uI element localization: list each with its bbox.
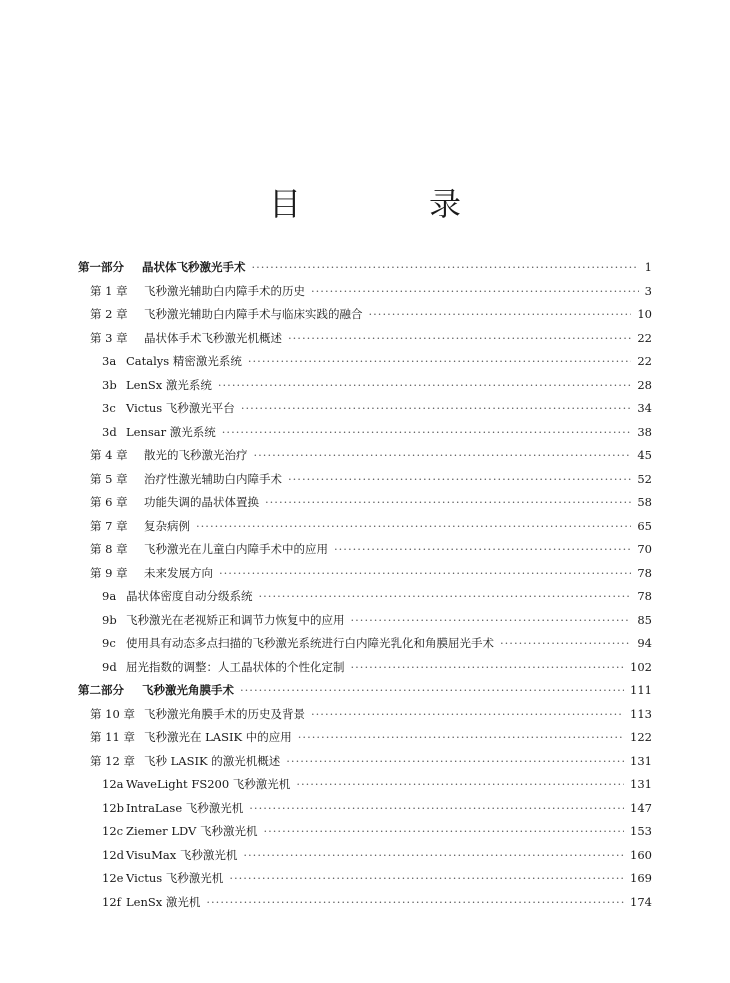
toc-chapter-entry[interactable]: [78, 303, 652, 327]
entry-title: 飞秒激光在 LASIK 中的应用: [144, 730, 292, 744]
entry-title: 晶状体手术飞秒激光机概述: [144, 330, 282, 345]
dot-leader: [369, 303, 632, 327]
entry-page-number: 78: [637, 565, 652, 580]
entry-page-number: 10: [637, 307, 652, 321]
entry-page-number: 3: [644, 283, 652, 298]
entry-page-number: 28: [637, 377, 652, 392]
entry-number: 第 12 章: [90, 753, 135, 768]
entry-page-number: 131: [630, 777, 652, 791]
entry-page-number: 78: [637, 589, 652, 603]
entry-title: 飞秒激光在老视矫正和调节力恢复中的应用: [126, 612, 345, 627]
dot-leader: [241, 397, 632, 421]
entry-number: 9a: [102, 589, 117, 603]
entry-title: 未来发展方向: [144, 565, 213, 580]
entry-number: 12c: [102, 824, 124, 838]
entry-number: 第 9 章: [90, 565, 128, 580]
dot-leader: [259, 585, 632, 609]
toc-section-entry[interactable]: [78, 797, 652, 821]
entry-title: 飞秒激光辅助白内障手术的历史: [144, 283, 305, 298]
entry-page-number: 1: [644, 260, 652, 274]
entry-page-number: 85: [637, 612, 652, 627]
entry-title: 治疗性激光辅助白内障手术: [144, 471, 282, 486]
entry-title: 飞秒激光角膜手术的历史及背景: [144, 706, 305, 721]
entry-title: Victus 飞秒激光平台: [126, 401, 235, 415]
entry-number: 12e: [102, 871, 124, 885]
table-of-contents: [78, 256, 652, 914]
entry-title: 晶状体密度自动分级系统: [126, 589, 253, 603]
dot-leader: [240, 679, 624, 703]
dot-leader: [263, 820, 624, 844]
entry-page-number: 153: [630, 824, 652, 838]
entry-title: 功能失调的晶状体置换: [144, 495, 259, 509]
entry-page-number: 58: [637, 495, 652, 509]
entry-title: 飞秒激光角膜手术: [142, 683, 234, 697]
entry-title: LenSx 激光机: [126, 894, 201, 909]
entry-page-number: 38: [637, 424, 652, 439]
entry-number: 3a: [102, 354, 117, 368]
dot-leader: [196, 515, 631, 539]
entry-number: 12a: [102, 777, 124, 791]
entry-page-number: 45: [637, 448, 652, 462]
entry-number: 3d: [102, 424, 117, 439]
entry-title: 飞秒 LASIK 的激光机概述: [144, 753, 281, 768]
entry-number: 第 6 章: [90, 495, 128, 509]
toc-chapter-entry[interactable]: [78, 491, 652, 515]
entry-number: 第一部分: [78, 260, 124, 274]
toc-section-entry[interactable]: [78, 374, 652, 398]
entry-number: 第 1 章: [90, 283, 128, 298]
dot-leader: [265, 491, 631, 515]
entry-title: 飞秒激光辅助白内障手术与临床实践的融合: [144, 307, 363, 321]
toc-chapter-entry[interactable]: [78, 703, 652, 727]
dot-leader: [206, 891, 624, 915]
entry-title: Victus 飞秒激光机: [126, 871, 224, 885]
toc-section-entry[interactable]: [78, 609, 652, 633]
entry-page-number: 122: [630, 730, 652, 744]
entry-number: 第 5 章: [90, 471, 128, 486]
toc-chapter-entry[interactable]: [78, 515, 652, 539]
dot-leader: [248, 350, 631, 374]
dot-leader: [296, 773, 624, 797]
entry-title: 使用具有动态多点扫描的飞秒激光系统进行白内障光乳化和角膜屈光手术: [126, 636, 494, 650]
dot-leader: [254, 444, 632, 468]
entry-number: 第 10 章: [90, 706, 135, 721]
toc-chapter-entry[interactable]: [78, 726, 652, 750]
dot-leader: [311, 703, 624, 727]
toc-section-entry[interactable]: [78, 820, 652, 844]
entry-title: Lensar 激光系统: [126, 424, 216, 439]
entry-title: LenSx 激光系统: [126, 377, 212, 392]
entry-number: 9c: [102, 636, 116, 650]
entry-page-number: 22: [637, 354, 652, 368]
dot-leader: [288, 468, 631, 492]
dot-leader: [243, 844, 624, 868]
entry-number: 12b: [102, 800, 124, 815]
dot-leader: [351, 656, 625, 680]
dot-leader: [311, 280, 639, 304]
entry-number: 9d: [102, 659, 117, 674]
entry-page-number: 111: [630, 683, 652, 697]
dot-leader: [218, 374, 631, 398]
entry-page-number: 52: [637, 471, 652, 486]
entry-title: 散光的飞秒激光治疗: [144, 448, 248, 462]
toc-chapter-entry[interactable]: [78, 562, 652, 586]
toc-section-entry[interactable]: [78, 397, 652, 421]
dot-leader: [286, 750, 624, 774]
entry-number: 3b: [102, 377, 117, 392]
entry-page-number: 22: [637, 330, 652, 345]
toc-section-entry[interactable]: [78, 891, 652, 915]
entry-page-number: 169: [630, 871, 652, 885]
entry-page-number: 70: [637, 542, 652, 556]
entry-number: 3c: [102, 401, 116, 415]
entry-page-number: 34: [637, 401, 652, 415]
toc-section-entry[interactable]: [78, 867, 652, 891]
toc-section-entry[interactable]: [78, 585, 652, 609]
dot-leader: [298, 726, 624, 750]
dot-leader: [252, 256, 639, 280]
toc-chapter-entry[interactable]: [78, 750, 652, 774]
dot-leader: [219, 562, 631, 586]
entry-page-number: 102: [630, 659, 652, 674]
dot-leader: [222, 421, 632, 445]
entry-title: VisuMax 飞秒激光机: [126, 847, 238, 862]
entry-page-number: 174: [630, 894, 652, 909]
entry-title: Catalys 精密激光系统: [126, 354, 242, 368]
entry-title: 飞秒激光在儿童白内障手术中的应用: [144, 542, 328, 556]
toc-section-entry[interactable]: [78, 421, 652, 445]
dot-leader: [229, 867, 624, 891]
entry-number: 第 2 章: [90, 307, 128, 321]
toc-section-entry[interactable]: [78, 350, 652, 374]
entry-number: 第 11 章: [90, 730, 135, 744]
toc-chapter-entry[interactable]: [78, 538, 652, 562]
dot-leader: [500, 632, 631, 656]
entry-number: 第 4 章: [90, 448, 128, 462]
dot-leader: [249, 797, 624, 821]
toc-chapter-entry[interactable]: [78, 468, 652, 492]
entry-title: 晶状体飞秒激光手术: [142, 260, 246, 274]
toc-section-entry[interactable]: [78, 632, 652, 656]
entry-title: 屈光指数的调整：人工晶状体的个性化定制: [126, 659, 345, 674]
entry-number: 9b: [102, 612, 117, 627]
entry-number: 第 7 章: [90, 518, 128, 533]
toc-chapter-entry[interactable]: [78, 280, 652, 304]
toc-section-entry[interactable]: [78, 844, 652, 868]
entry-number: 12d: [102, 847, 124, 862]
entry-number: 第 8 章: [90, 542, 128, 556]
entry-title: IntraLase 飞秒激光机: [126, 800, 244, 815]
entry-number: 12f: [102, 894, 121, 909]
toc-part-entry[interactable]: [78, 256, 652, 280]
page-title: 目 录: [268, 185, 509, 224]
entry-page-number: 65: [637, 518, 652, 533]
entry-page-number: 94: [637, 636, 652, 650]
entry-number: 第 3 章: [90, 330, 128, 345]
entry-page-number: 113: [630, 706, 652, 721]
entry-page-number: 131: [630, 753, 652, 768]
entry-title: Ziemer LDV 飞秒激光机: [126, 824, 258, 838]
entry-number: 第二部分: [78, 683, 124, 697]
toc-section-entry[interactable]: [78, 773, 652, 797]
toc-part-entry[interactable]: [78, 679, 652, 703]
dot-leader: [288, 327, 631, 351]
toc-chapter-entry[interactable]: [78, 327, 652, 351]
entry-title: 复杂病例: [144, 518, 190, 533]
dot-leader: [351, 609, 632, 633]
entry-page-number: 160: [630, 847, 652, 862]
toc-chapter-entry[interactable]: [78, 444, 652, 468]
dot-leader: [334, 538, 631, 562]
toc-section-entry[interactable]: [78, 656, 652, 680]
entry-page-number: 147: [630, 800, 652, 815]
entry-title: WaveLight FS200 飞秒激光机: [126, 777, 291, 791]
